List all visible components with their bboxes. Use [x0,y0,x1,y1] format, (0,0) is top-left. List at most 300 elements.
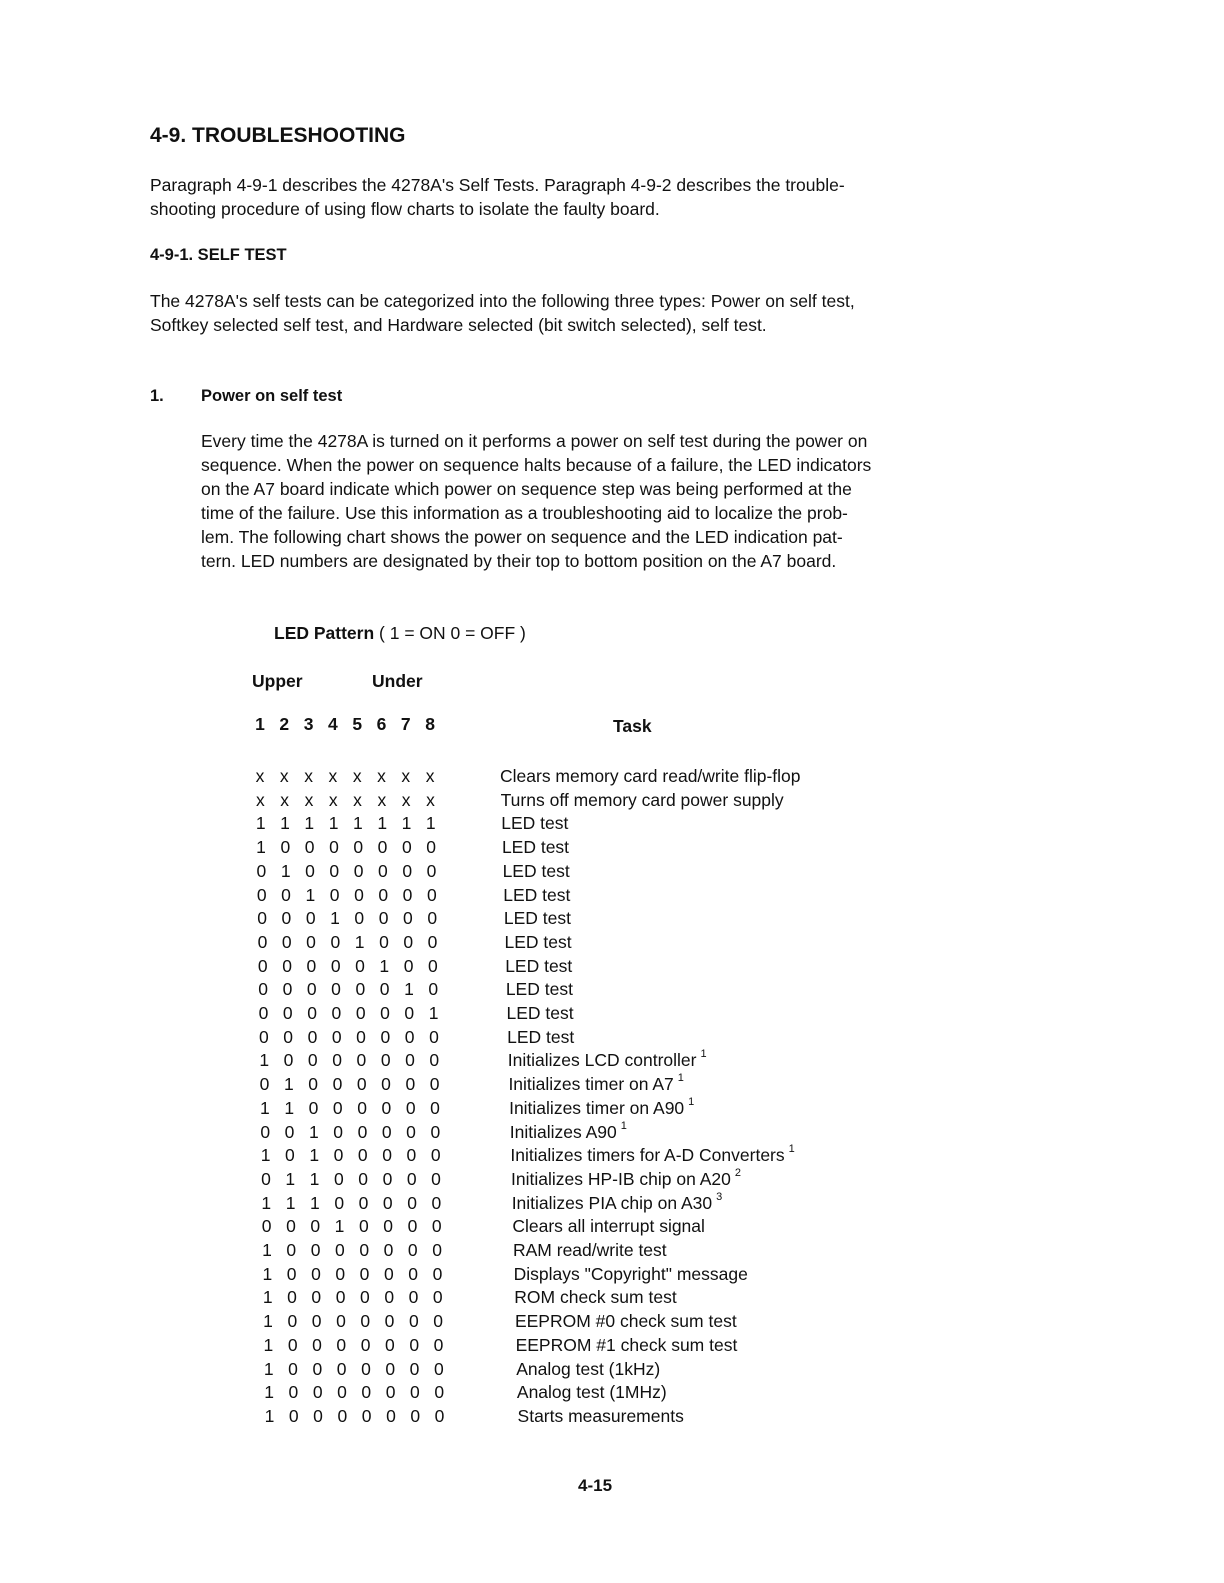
led-state: x [377,789,387,810]
task-cell [503,883,570,907]
led-state: 1 [285,1192,296,1213]
table-row [258,1191,958,1215]
led-state: 0 [261,1216,272,1237]
led-state: 0 [281,884,291,905]
led-state: 0 [403,908,413,929]
led-state: 0 [313,1405,323,1426]
task-label: LED test [501,813,569,834]
led-state: 0 [426,884,437,905]
led-state: 0 [306,979,317,1000]
led-state: 0 [355,955,365,976]
led-state: 0 [357,1097,367,1118]
table-row [261,1380,961,1404]
led-state: 0 [379,979,390,1000]
task-cell [501,811,568,835]
task-label: Initializes HP-IB chip on A20 [511,1168,731,1189]
footnote-ref: 3 [716,1190,723,1203]
led-state: 1 [308,1121,319,1142]
led-state: 0 [312,1334,322,1355]
led-state: 0 [385,1334,395,1355]
led-state: 1 [425,813,436,834]
task-label: LED test [505,979,573,1000]
task-label: Initializes timer on A90 [509,1097,685,1118]
led-state: 0 [282,1003,293,1023]
led-state: 0 [426,837,436,858]
led-state: 0 [410,1382,420,1403]
led-state: 0 [353,837,364,858]
led-state: 0 [306,955,317,976]
led-state: 0 [428,955,438,976]
led-state: 0 [335,1263,346,1284]
led-pattern-caption [274,621,526,645]
led-state: 1 [264,1382,274,1403]
led-state: 0 [383,1216,393,1237]
task-cell [506,977,573,1001]
task-label: Displays "Copyright" message [513,1263,748,1284]
task-cell [509,1096,694,1120]
led-state: 1 [309,1145,320,1166]
led-state: 0 [379,931,389,952]
led-state: 0 [359,1263,370,1284]
table-row [255,977,955,1001]
footnote-ref: 1 [700,1048,707,1061]
text-line: sequence. When the power on sequence halts because of a failure, the LED indicators [201,455,872,475]
led-state: 0 [354,908,365,929]
led-state: 0 [306,931,316,952]
led-state: 0 [405,1097,416,1118]
led-state: 1 [328,813,339,834]
led-state: 0 [357,1145,368,1166]
led-state: 0 [402,884,413,905]
led-state: 0 [336,1334,347,1355]
text-line: Softkey selected self test, and Hardware selected (bit switch selected), self test. [150,315,767,335]
task-label: LED test [504,931,572,952]
led-state: 0 [282,955,292,976]
table-row [252,764,952,788]
led-state: 0 [354,884,364,905]
led-state: 0 [427,931,438,952]
led-state: 1 [284,1097,295,1118]
task-label: LED test [507,1026,575,1047]
led-state: 0 [357,1121,368,1142]
led-state: 0 [360,1287,370,1308]
led-state: 0 [332,1050,342,1071]
task-label: LED test [503,884,571,905]
item-number: 1. [150,387,164,405]
task-label: Analog test (1kHz) [516,1358,661,1379]
task-cell [507,1025,574,1049]
page-number: 4-15 [578,1476,613,1495]
task-label: Initializes LCD controller [507,1050,697,1071]
task-cell [516,1333,738,1357]
footnote-ref: 1 [788,1143,795,1156]
led-state: 0 [312,1382,323,1403]
led-state: 0 [432,1263,443,1284]
led-state: 1 [377,813,388,834]
led-state: 0 [401,837,412,858]
led-state: 0 [407,1216,418,1237]
led-state: 0 [329,884,340,905]
table-row [259,1238,959,1262]
led-state: 0 [429,1050,440,1071]
task-cell [504,906,571,930]
led-state: 0 [281,931,292,952]
task-label: Clears all interrupt signal [512,1216,705,1237]
led-number: 3 [303,714,314,734]
table-row [260,1333,960,1357]
task-cell [513,1238,667,1262]
item-heading [150,387,342,406]
led-state: 0 [408,1263,418,1284]
task-label: Initializes timers for A-D Converters [510,1145,785,1166]
led-state: 0 [281,908,292,929]
led-state: 0 [404,1003,415,1023]
task-cell [501,788,784,812]
led-state: 1 [428,1003,439,1023]
led-state: 0 [431,1216,442,1237]
led-state: 0 [257,931,268,952]
table-row [253,859,953,883]
led-state: 0 [386,1405,396,1426]
led-state: 0 [288,1405,299,1426]
led-state: 0 [410,1405,421,1426]
led-state: 0 [381,1097,392,1118]
footnote-ref: 1 [677,1072,684,1085]
led-state: 0 [332,1074,343,1095]
led-state: 0 [288,1358,298,1379]
led-state: 0 [331,979,341,1000]
led-state: 1 [354,931,365,952]
led-state: 0 [287,1334,298,1355]
task-label: Turns off memory card power supply [500,789,784,810]
led-state: 1 [401,813,412,834]
table-row [257,1096,957,1120]
led-state: 0 [288,1382,299,1403]
led-state: 0 [430,1097,440,1118]
led-state: 0 [428,979,439,1000]
task-label: Analog test (1MHz) [516,1382,667,1403]
table-row [258,1167,958,1191]
led-state: 0 [305,908,316,929]
led-state: 0 [286,1263,297,1284]
led-state: x [353,789,362,810]
text-line: lem. The following chart shows the power on sequence and the LED indication pat- [201,527,843,547]
led-state: 0 [356,1026,366,1047]
text-line: on the A7 board indicate which power on sequence step was being performed at the [201,479,852,499]
led-state: 0 [358,1192,369,1213]
led-state: 0 [307,1026,318,1047]
task-cell [510,1143,794,1167]
task-label: Initializes A90 [509,1121,617,1142]
led-state: 0 [284,1121,295,1142]
led-state: 0 [311,1287,322,1308]
table-row [256,1001,956,1025]
task-label: Starts measurements [517,1405,684,1426]
led-state: 1 [304,813,315,834]
led-state: 0 [256,884,267,905]
led-state: 0 [434,1405,445,1426]
task-cell [514,1262,748,1286]
led-state: 1 [262,1240,272,1260]
led-state: 1 [330,908,340,929]
led-number: 7 [400,714,411,734]
led-state: 0 [305,860,315,881]
led-state: 0 [407,1240,418,1260]
led-state: 0 [403,955,414,976]
led-state: 1 [310,1192,320,1213]
led-state: 0 [256,860,267,881]
led-state: 0 [332,1097,343,1118]
led-state: x [304,766,313,786]
led-state: 0 [429,1074,440,1095]
led-state: x [255,789,265,810]
text-line: time of the failure. Use this information as a troubleshooting aid to localize the prob- [201,503,848,523]
led-state: 1 [259,1050,270,1071]
led-state: 0 [330,931,341,952]
led-state: 0 [333,1168,344,1189]
led-state: 0 [382,1168,393,1189]
table-row [259,1214,959,1238]
led-state: 1 [263,1334,274,1355]
under-label: Under [372,671,423,691]
led-state: 0 [406,1168,417,1189]
led-state: 0 [335,1287,346,1308]
led-state: 0 [283,1050,294,1071]
led-state: 0 [282,979,293,1000]
led-state: x [279,766,289,786]
led-state: x [352,766,362,786]
task-label: ROM check sum test [514,1287,677,1308]
led-state: 0 [287,1311,298,1332]
led-state: 0 [312,1358,323,1379]
led-state: 0 [329,837,339,858]
subsection-title: 4-9-1. SELF TEST [150,246,287,264]
led-state: 0 [257,955,268,976]
led-state: 0 [331,1026,342,1047]
led-state: 0 [407,1192,417,1213]
led-state: 0 [258,979,268,1000]
led-state: 1 [353,813,363,834]
led-state: 1 [280,860,291,881]
led-state: 0 [260,1121,271,1142]
led-state: 0 [433,1334,444,1355]
led-state: 0 [406,1121,416,1142]
led-state: 1 [285,1168,296,1189]
led-state: 0 [382,1192,393,1213]
led-state: 0 [434,1382,445,1403]
task-label: LED test [501,837,570,858]
led-state: 0 [311,1263,321,1284]
led-state: 0 [310,1240,321,1260]
task-cell [517,1380,667,1404]
led-state: x [255,766,265,786]
led-state: 0 [259,1074,270,1095]
section-title: 4-9. TROUBLESHOOTING [150,124,406,147]
led-state: 0 [335,1240,345,1260]
table-row [257,1072,957,1096]
led-state: 0 [359,1240,370,1260]
table-row [254,930,954,954]
task-label: LED test [505,955,573,976]
task-cell [510,1120,627,1144]
led-state: 0 [360,1311,371,1332]
led-state: 0 [330,955,341,976]
task-cell [507,1001,574,1025]
led-state: 0 [336,1358,347,1379]
led-state: 0 [353,860,364,881]
led-state: 0 [361,1405,372,1426]
led-state: 0 [433,1358,444,1379]
footnote-ref: 2 [734,1166,741,1179]
led-pattern-legend: ( 1 = ON 0 = OFF ) [379,623,526,643]
upper-label: Upper [252,671,303,691]
led-state: 0 [408,1287,419,1308]
led-state: x [425,766,435,786]
task-cell [512,1191,723,1215]
led-state: 0 [329,860,340,881]
led-state: 0 [380,1050,391,1071]
led-state: 0 [405,1074,416,1095]
led-state: 1 [305,884,316,905]
led-state: 0 [378,908,389,929]
led-state: 0 [427,908,438,929]
led-state: 0 [356,1050,367,1071]
task-cell [512,1214,705,1238]
led-state: 0 [355,979,366,1000]
task-cell [508,1048,707,1072]
task-label: LED test [506,1003,574,1023]
led-state: 0 [405,1050,415,1071]
led-state: 0 [307,1050,318,1071]
led-number: 1 [255,714,265,734]
task-header: Task [613,716,652,736]
led-state: 1 [264,1405,275,1426]
led-state: 1 [309,1168,320,1189]
led-state: x [401,789,411,810]
led-state: 0 [358,1168,368,1189]
table-row [256,1048,956,1072]
led-state: 1 [379,955,390,976]
led-state: 0 [258,1026,269,1047]
led-state: 0 [380,1003,390,1023]
table-row [255,954,955,978]
led-state: 0 [409,1358,420,1379]
led-state: 1 [280,813,290,834]
led-state: 0 [426,860,437,881]
led-state: x [328,766,338,786]
led-state: x [304,789,314,810]
led-state: 0 [286,1240,297,1260]
led-state: 0 [403,931,414,952]
led-state: 0 [408,1311,419,1332]
led-state: 0 [409,1334,420,1355]
led-state: 0 [431,1192,442,1213]
led-state: 0 [308,1097,319,1118]
task-label: LED test [502,860,570,881]
text-line: shooting procedure of using flow charts to isolate the faulty board. [150,199,660,219]
table-row [257,1120,957,1144]
led-state: 0 [257,908,267,929]
led-state: 0 [385,1358,396,1379]
task-label: Initializes PIA chip on A30 [511,1192,713,1213]
led-state: 0 [404,1026,415,1047]
table-row [259,1262,959,1286]
task-label: EEPROM #1 check sum test [515,1334,738,1355]
led-state: 0 [430,1121,441,1142]
item-body [201,429,871,573]
task-label: LED test [503,908,572,929]
led-state: 0 [385,1382,396,1403]
led-state: 1 [262,1263,273,1284]
table-row [261,1404,961,1428]
task-label: Initializes timer on A7 [508,1074,674,1095]
led-state: x [328,789,338,810]
led-state: 0 [311,1311,322,1332]
led-state: 1 [263,1311,273,1332]
table-row [256,1025,956,1049]
led-pattern-label: LED Pattern [274,623,375,643]
led-state: 0 [304,837,315,858]
task-cell [508,1072,683,1096]
led-number: 4 [328,714,338,734]
task-label: Clears memory card read/write flip-flop [500,766,801,786]
led-state: 0 [432,1287,443,1308]
intro-paragraph [150,173,845,221]
led-state: 0 [283,1026,293,1047]
led-state: 0 [383,1263,394,1284]
led-state: 0 [382,1145,392,1166]
item-title: Power on self test [201,387,343,405]
table-row [260,1285,960,1309]
led-state: 0 [258,1003,269,1023]
task-cell [500,764,801,788]
self-test-intro [150,289,855,337]
led-state: 1 [283,1074,294,1095]
led-state: 0 [384,1311,395,1332]
footnote-ref: 1 [688,1095,695,1108]
table-row [253,835,953,859]
led-state: 0 [337,1382,347,1403]
led-state: 0 [333,1121,343,1142]
led-state: 0 [285,1145,295,1166]
led-state: 1 [261,1192,272,1213]
led-state: 0 [308,1074,318,1095]
led-state: 0 [361,1358,371,1379]
led-state: 0 [433,1311,443,1332]
led-number: 2 [279,714,290,734]
led-state: 1 [255,813,266,834]
led-state: 1 [256,837,266,858]
task-cell [514,1285,676,1309]
led-state: x [401,766,411,786]
task-label: RAM read/write test [513,1240,667,1260]
led-state: 0 [310,1216,321,1237]
led-state: 1 [262,1287,273,1308]
led-state: 0 [334,1192,345,1213]
led-state: 0 [431,1168,441,1189]
led-state: 0 [287,1287,297,1308]
led-number: 8 [425,714,435,734]
led-state: 0 [383,1240,394,1260]
task-cell [505,954,572,978]
task-cell [502,835,569,859]
led-state: 0 [378,884,389,905]
led-state: 0 [336,1311,346,1332]
led-state: 0 [331,1003,342,1023]
text-line: tern. LED numbers are designated by their top to bottom position on the A7 board. [201,551,837,571]
task-cell [518,1404,684,1428]
led-state: 0 [430,1145,441,1166]
